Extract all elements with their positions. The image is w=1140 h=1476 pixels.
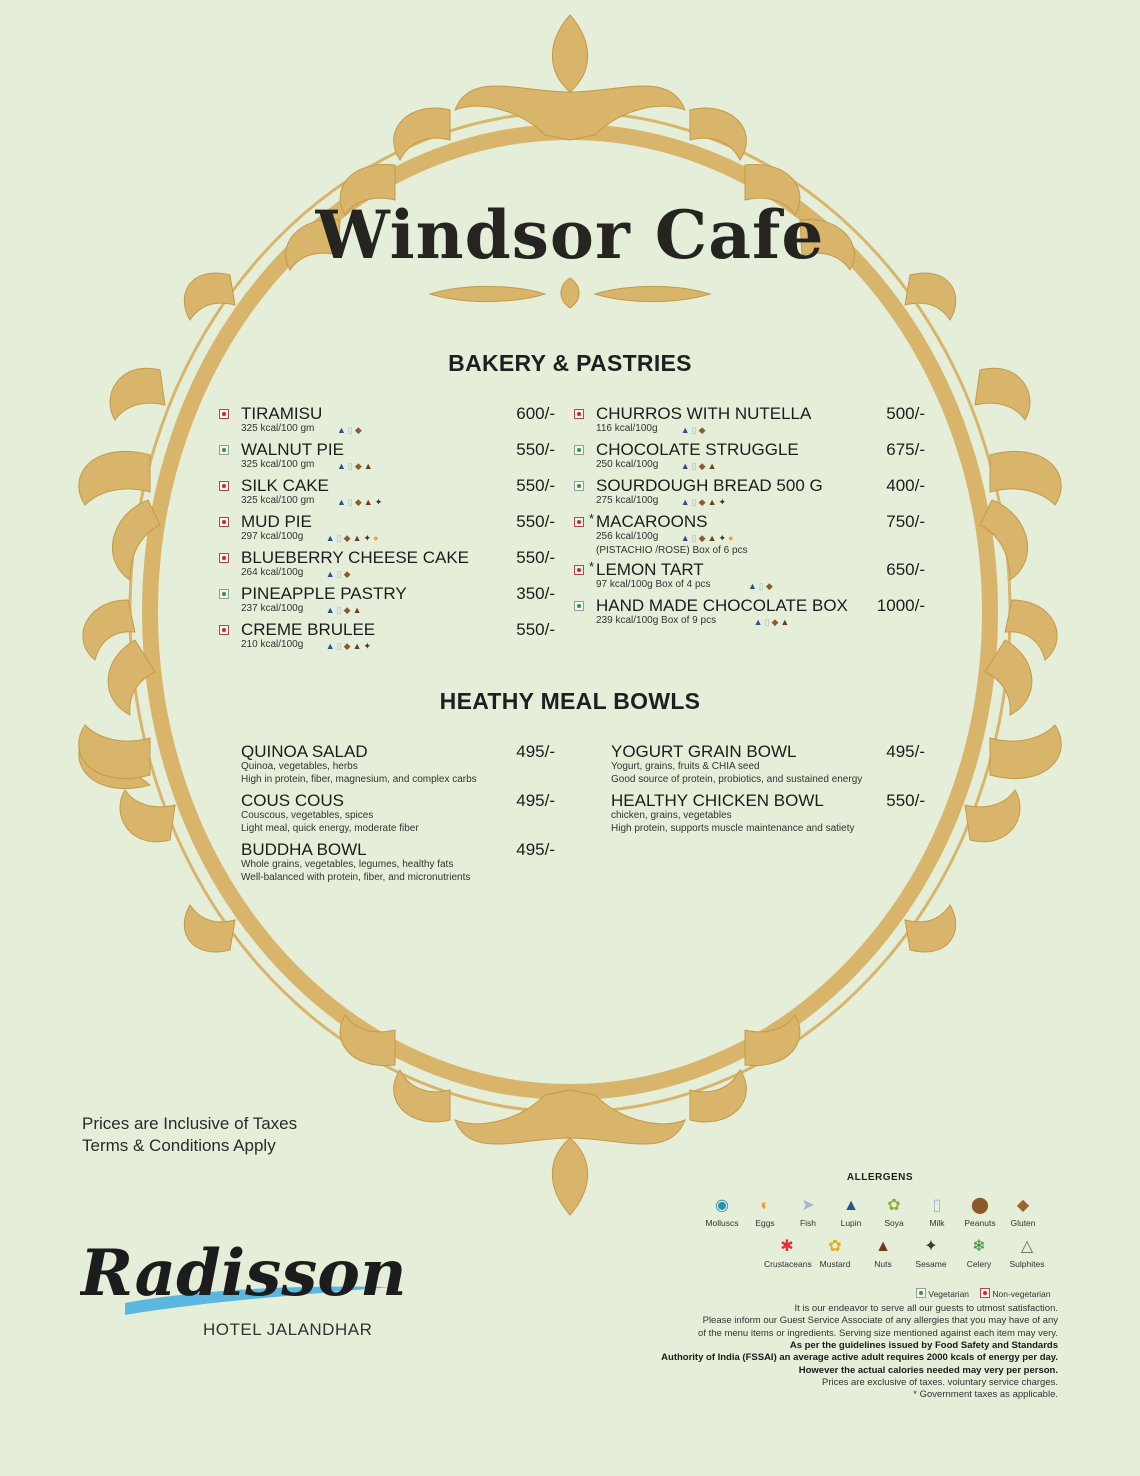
allergen-nuts [860, 1238, 906, 1269]
veg-marker-icon [574, 601, 584, 611]
allergen-label: Gluten [1010, 1218, 1036, 1228]
item-name: QUINOA SALAD [241, 742, 368, 761]
mollusc-icon: ◉ [715, 1197, 729, 1214]
allergen-eggs [742, 1197, 788, 1228]
item-price: 550/- [516, 548, 555, 567]
egg-icon: ◐ [760, 1197, 770, 1214]
item-name: BUDDHA BOWL [241, 840, 367, 859]
allergen-label: Crustaceans [764, 1259, 812, 1269]
nonveg-legend-label: Non-vegetarian [992, 1289, 1051, 1299]
item-price: 550/- [516, 620, 555, 639]
nonveg-marker-icon [574, 517, 584, 527]
item-name: TIRAMISU [241, 404, 323, 423]
allergen-celery [956, 1238, 1002, 1269]
disclaimer-line: * Government taxes as applicable. [913, 1389, 1058, 1401]
veg-marker-icon [916, 1288, 926, 1298]
celery-icon: ❄ [972, 1238, 986, 1255]
allergen-icons: ▲▯◆▲✦ [325, 641, 374, 651]
disclaimer-line: Please inform our Guest Service Associate of any allergies that you may have of any [702, 1315, 1058, 1327]
veg-marker-icon [574, 481, 584, 491]
allergen-label: Celery [966, 1259, 992, 1269]
disclaimer-line: of the menu items or ingredients. Serving size mentioned against each item may very. [698, 1327, 1058, 1339]
taxes-note: Prices are Inclusive of Taxes [82, 1114, 298, 1133]
disclaimer-line: Prices are exclusive of taxes. voluntary service charges. [821, 1376, 1058, 1388]
allergen-label: Fish [799, 1218, 817, 1228]
item-price: 550/- [516, 476, 555, 495]
item-description: Quinoa, vegetables, herbs [241, 761, 358, 772]
item-benefit: High in protein, fiber, magnesium, and complex carbs [241, 774, 477, 785]
item-kcal: 275 kcal/100g [596, 495, 659, 506]
bowls-heading: HEATHY MEAL BOWLS [439, 688, 701, 714]
item-price: 495/- [516, 791, 555, 810]
item-price: 1000/- [876, 596, 925, 615]
allergen-icons: ▲▯◆ [748, 581, 775, 591]
item-name: MUD PIE [241, 512, 312, 531]
item-benefit: Well-balanced with protein, fiber, and micronutrients [241, 872, 471, 883]
item-name: SOURDOUGH BREAD 500 G [596, 476, 823, 495]
nuts-icon: ▲ [875, 1238, 891, 1255]
allergen-icons: ▲▯◆ [325, 569, 353, 579]
item-name: PINEAPPLE PASTRY [241, 584, 407, 603]
item-kcal: 325 kcal/100 gm [241, 423, 315, 434]
allergen-icons: ▲▯◆▲✦● [325, 533, 381, 543]
item-description: Yogurt, grains, fruits & CHIA seed [611, 761, 760, 772]
item-name: SILK CAKE [241, 476, 329, 495]
terms-note: Terms & Conditions Apply [82, 1136, 276, 1155]
item-name: HEALTHY CHICKEN BOWL [611, 791, 824, 810]
allergen-label: Soya [884, 1218, 904, 1228]
logo-wordmark: Radisson [80, 1236, 407, 1311]
allergen-icons: ▲▯◆▲ [325, 605, 364, 615]
item-name: YOGURT GRAIN BOWL [611, 742, 797, 761]
item-price: 550/- [516, 512, 555, 531]
allergen-milk [914, 1197, 960, 1228]
item-name: CHURROS WITH NUTELLA [596, 404, 812, 423]
item-name: COUS COUS [241, 791, 344, 810]
item-description: chicken, grains, vegetables [611, 810, 732, 821]
allergen-label: Milk [929, 1218, 945, 1228]
disclaimer-line: As per the guidelines issued by Food Safety and Standards [789, 1339, 1058, 1351]
nonveg-marker-icon [219, 517, 229, 527]
allergen-peanuts [957, 1197, 1003, 1228]
item-price: 550/- [516, 440, 555, 459]
soya-icon: ✿ [887, 1197, 901, 1214]
item-price: 495/- [886, 742, 925, 761]
item-price: 675/- [886, 440, 925, 459]
item-kcal: 325 kcal/100 gm [241, 459, 315, 470]
allergen-label: Sulphites [1009, 1259, 1045, 1269]
allergen-crustaceans [764, 1238, 810, 1269]
item-kcal: 325 kcal/100 gm [241, 495, 315, 506]
item-kcal: 116 kcal/100g [596, 423, 658, 434]
milk-icon: ▯ [932, 1197, 942, 1214]
allergen-label: Peanuts [964, 1218, 996, 1228]
allergen-icons: ▲▯◆▲ [680, 461, 719, 471]
hotel-name: HOTEL JALANDHAR [203, 1320, 373, 1339]
allergen-icons: ▲▯◆▲ [337, 461, 375, 471]
page-title: Windsor Cafe [315, 196, 825, 274]
allergen-icons: ▲▯◆▲✦ [680, 497, 729, 507]
disclaimer-line: It is our endeavor to serve all our guests to utmost satisfaction. [794, 1303, 1058, 1314]
item-price: 400/- [886, 476, 925, 495]
nonveg-marker-icon [219, 481, 229, 491]
allergen-sesame [908, 1238, 954, 1269]
nonveg-marker-icon [219, 553, 229, 563]
allergen-label: Lupin [840, 1218, 862, 1228]
item-kcal: 210 kcal/100g [241, 639, 304, 650]
nonveg-legend [980, 1287, 1051, 1299]
item-note: (PISTACHIO /ROSE) Box of 6 pcs [596, 545, 748, 556]
fish-icon: ➤ [801, 1197, 815, 1214]
lupin-icon: ▲ [843, 1197, 859, 1214]
veg-marker-icon [219, 445, 229, 455]
allergen-icons: ▲▯◆▲✦● [680, 533, 736, 543]
nonveg-marker-icon [219, 409, 229, 419]
allergens-title: ALLERGENS [846, 1172, 914, 1183]
item-kcal: 264 kcal/100g [241, 567, 304, 578]
mustard-icon: ✿ [828, 1238, 842, 1255]
nonveg-marker-icon [980, 1288, 990, 1298]
item-name: LEMON TART [596, 560, 704, 579]
peanut-icon: ⬤ [971, 1197, 989, 1214]
star-mark: * [589, 511, 595, 526]
allergen-sulphites [1004, 1238, 1050, 1269]
item-price: 550/- [886, 791, 925, 810]
item-price: 495/- [516, 742, 555, 761]
nonveg-marker-icon [219, 625, 229, 635]
item-name: CHOCOLATE STRUGGLE [596, 440, 799, 459]
allergen-mustard [812, 1238, 858, 1269]
item-kcal: 239 kcal/100g Box of 9 pcs [596, 615, 717, 626]
item-price: 750/- [886, 512, 925, 531]
allergen-label: Sesame [915, 1259, 947, 1269]
allergen-fish [785, 1197, 831, 1228]
item-price: 495/- [516, 840, 555, 859]
veg-marker-icon [574, 445, 584, 455]
allergen-molluscs [699, 1197, 745, 1228]
gluten-icon: ◆ [1016, 1197, 1030, 1214]
item-benefit: Light meal, quick energy, moderate fiber [241, 823, 419, 834]
item-price: 600/- [516, 404, 555, 423]
item-kcal: 97 kcal/100g Box of 4 pcs [596, 579, 711, 590]
allergen-icons: ▲▯◆ [337, 425, 364, 435]
veg-marker-icon [219, 589, 229, 599]
star-mark: * [589, 559, 595, 574]
item-description: Couscous, vegetables, spices [241, 810, 374, 821]
allergen-icons: ▲▯◆▲ [753, 617, 792, 627]
item-name: MACAROONS [596, 512, 708, 531]
allergen-label: Mustard [819, 1259, 851, 1269]
nonveg-marker-icon [574, 565, 584, 575]
nonveg-marker-icon [574, 409, 584, 419]
item-benefit: Good source of protein, probiotics, and sustained energy [611, 774, 863, 785]
item-price: 650/- [886, 560, 925, 579]
item-kcal: 297 kcal/100g [241, 531, 304, 542]
allergen-icons: ▲▯◆ [680, 425, 708, 435]
allergen-soya [871, 1197, 917, 1228]
item-kcal: 237 kcal/100g [241, 603, 304, 614]
crab-icon: ✱ [780, 1238, 794, 1255]
item-kcal: 256 kcal/100g [596, 531, 659, 542]
veg-legend-label: Vegetarian [928, 1289, 970, 1299]
sulphites-icon: △ [1020, 1238, 1034, 1255]
allergen-gluten [1000, 1197, 1046, 1228]
item-name: HAND MADE CHOCOLATE BOX [596, 596, 848, 615]
sesame-icon: ✦ [924, 1238, 938, 1255]
item-price: 500/- [886, 404, 925, 423]
disclaimer-line: However the actual calories needed may very per person. [798, 1364, 1058, 1376]
item-kcal: 250 kcal/100g [596, 459, 659, 470]
item-description: Whole grains, vegetables, legumes, healthy fats [241, 859, 454, 870]
allergen-label: Molluscs [705, 1218, 739, 1228]
allergen-lupin [828, 1197, 874, 1228]
allergen-icons: ▲▯◆▲✦ [337, 497, 385, 507]
item-name: CREME BRULEE [241, 620, 376, 639]
item-benefit: High protein, supports muscle maintenance and satiety [611, 823, 855, 834]
item-name: BLUEBERRY CHEESE CAKE [241, 548, 470, 567]
veg-legend [916, 1287, 969, 1299]
allergen-label: Nuts [874, 1259, 892, 1269]
allergen-label: Eggs [755, 1218, 775, 1228]
disclaimer-line: Authority of India (FSSAI) an average active adult requires 2000 kcals of energy per day. [661, 1352, 1058, 1364]
item-price: 350/- [516, 584, 555, 603]
item-name: WALNUT PIE [241, 440, 344, 459]
bakery-heading: BAKERY & PASTRIES [448, 350, 692, 376]
